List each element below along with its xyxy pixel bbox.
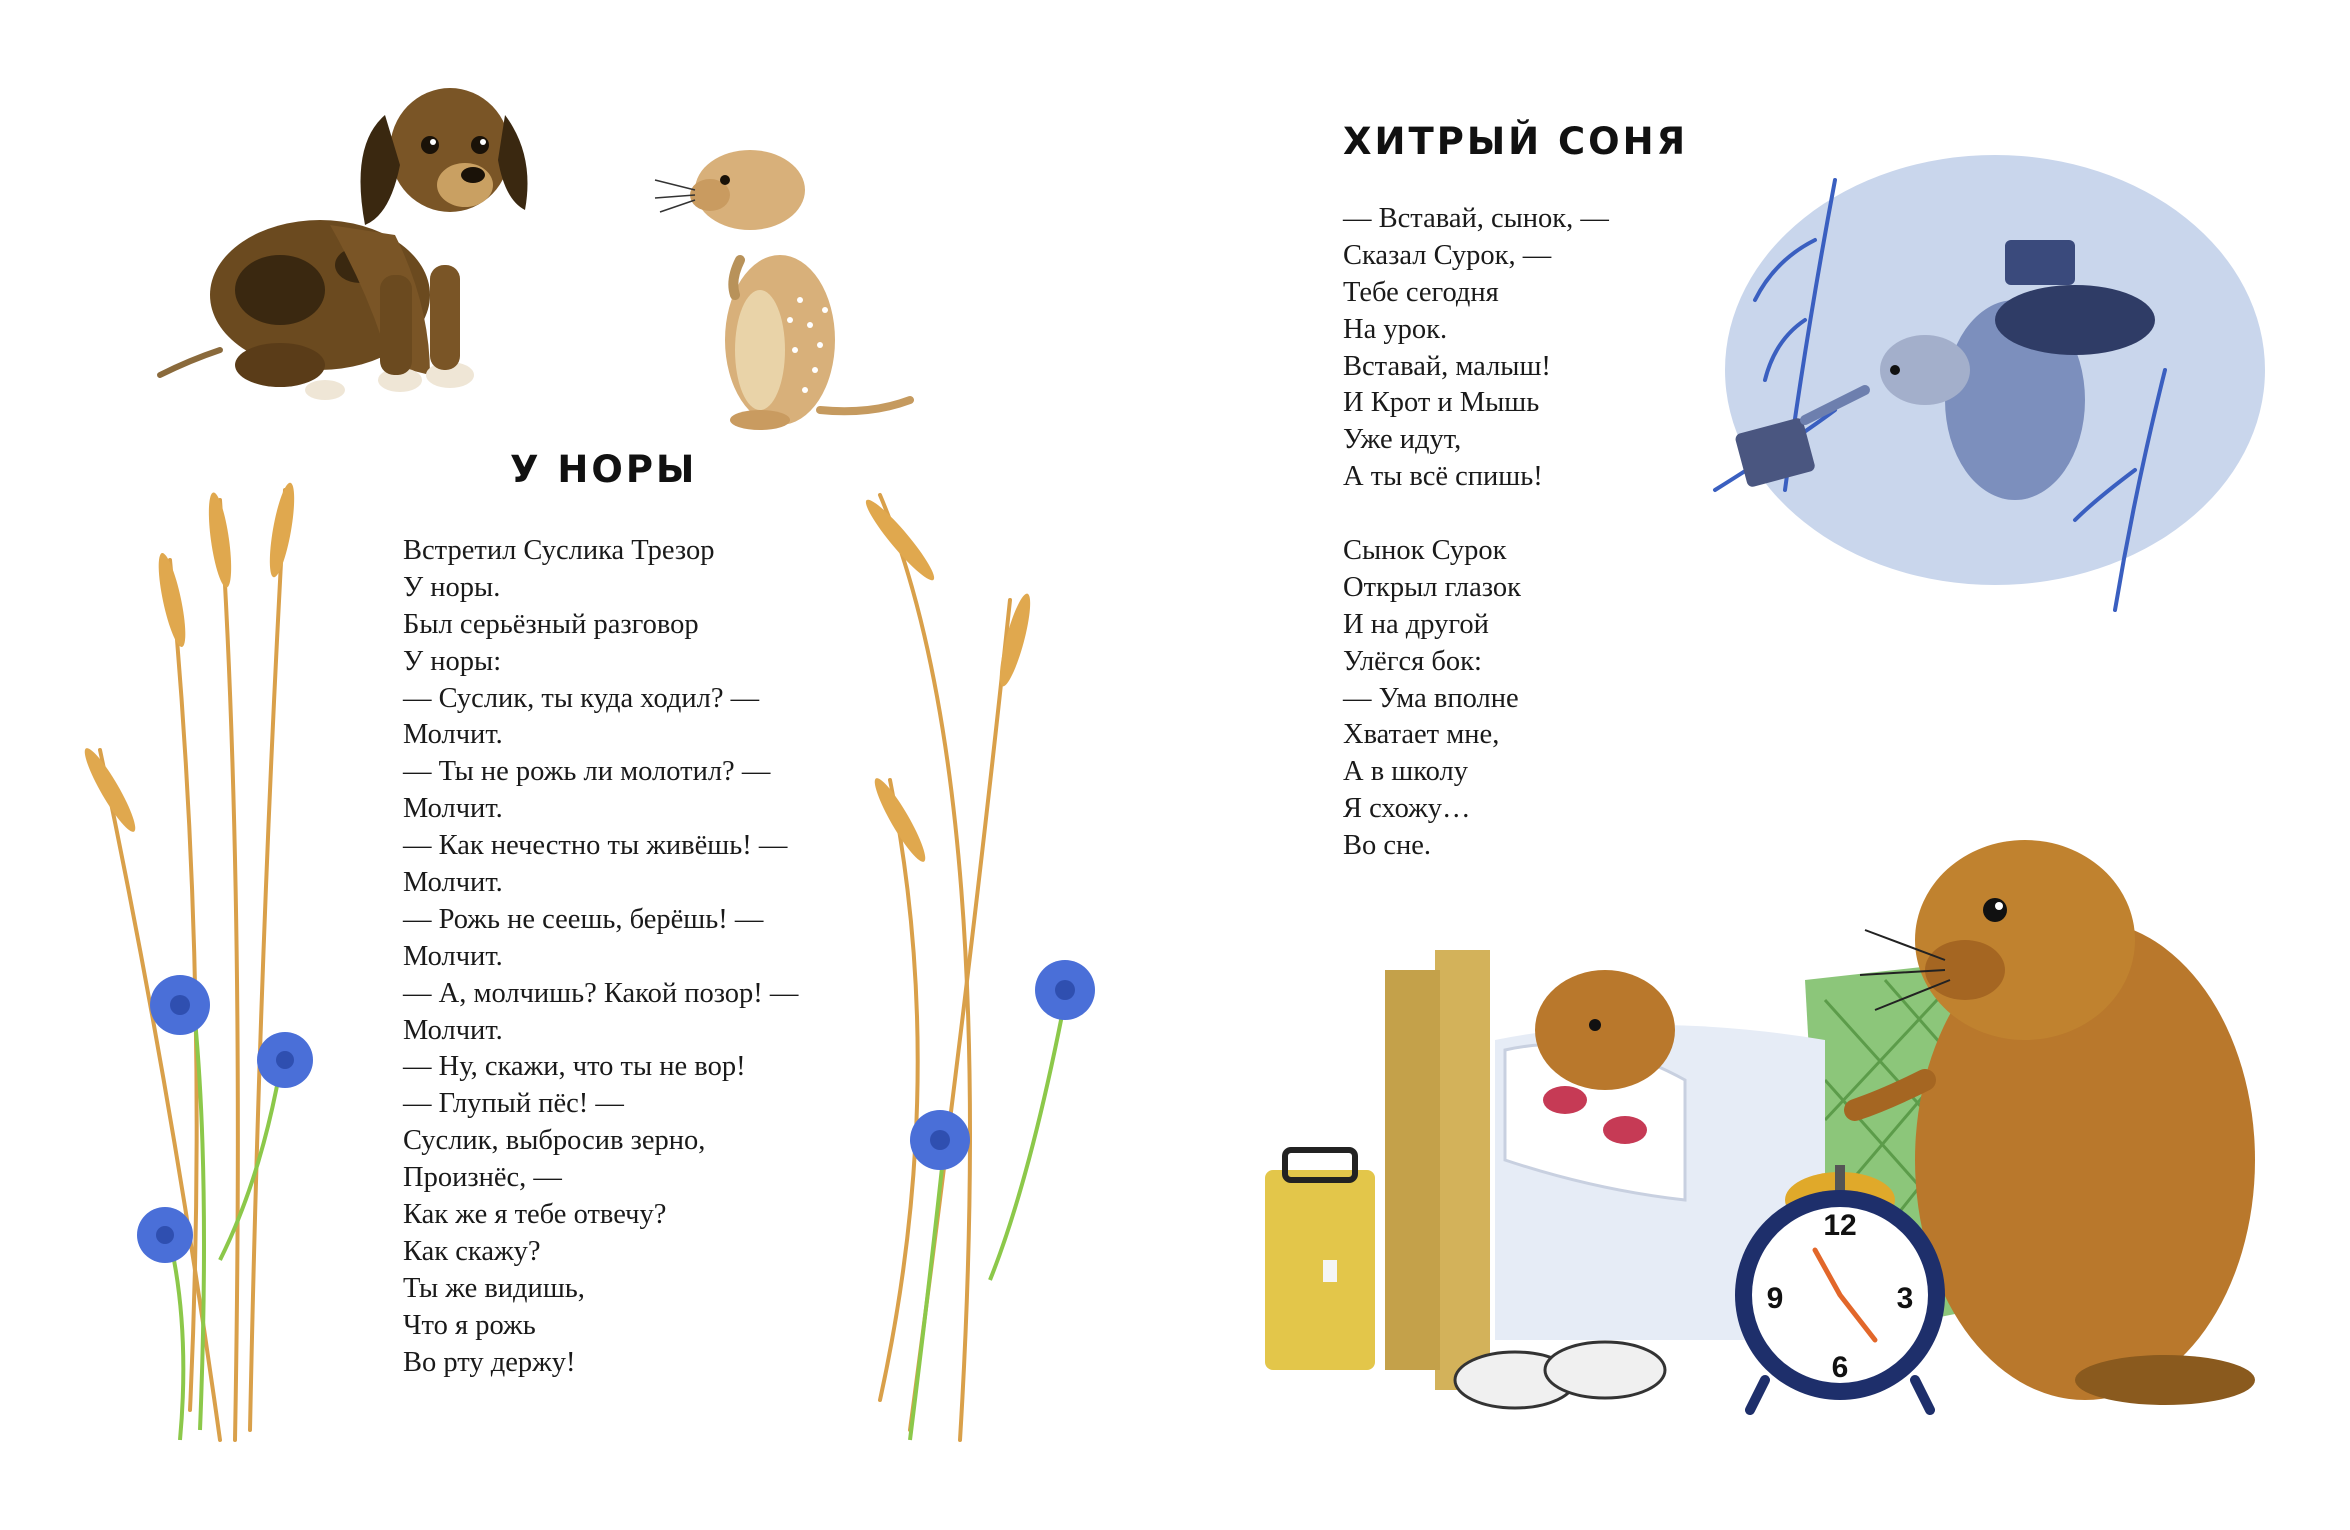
poem-line: Молчит. xyxy=(403,1014,503,1046)
poem-line: У норы. xyxy=(403,571,501,603)
mole-mouse-illustration xyxy=(1695,140,2255,640)
poem-line: Молчит. xyxy=(403,793,503,825)
poem-line: Как скажу? xyxy=(403,1235,541,1267)
poem-title: ХИТРЫЙ СОНЯ xyxy=(1343,120,1689,163)
poem-line: Что я рожь xyxy=(403,1309,536,1341)
dog-illustration xyxy=(130,75,530,425)
poem-line: Во рту держу! xyxy=(403,1346,576,1378)
poem-line: И Крот и Мышь xyxy=(1343,387,1540,419)
wheat-cornflower-left xyxy=(60,480,360,1450)
poem-line: Вставай, малыш! xyxy=(1343,350,1551,382)
poem-text xyxy=(403,533,798,1381)
stanza-break xyxy=(1343,496,1609,533)
clock-numeral-9: 9 xyxy=(1766,1282,1784,1315)
poem-line: И на другой xyxy=(1343,608,1489,640)
poem-line: Я схожу… xyxy=(1343,793,1471,825)
right-page xyxy=(1175,0,2350,1530)
poem-line: Хватает мне, xyxy=(1343,719,1500,751)
clock-numeral-12: 12 xyxy=(1823,1209,1857,1242)
poem-line: У норы: xyxy=(403,645,502,677)
poem-line: Открыл глазок xyxy=(1343,571,1521,603)
poem-line: Встретил Суслика Трезор xyxy=(403,535,715,566)
wheat-cornflower-right xyxy=(850,480,1120,1450)
poem-line: Уже идут, xyxy=(1343,424,1462,456)
clock-numeral-3: 3 xyxy=(1896,1282,1914,1315)
poem-line: Как же я тебе отвечу? xyxy=(403,1199,667,1231)
poem-line: Сказал Сурок, — xyxy=(1343,239,1552,271)
clock-numeral-6: 6 xyxy=(1831,1351,1849,1384)
poem-text xyxy=(1343,201,1609,865)
poem-line: Молчит. xyxy=(403,940,503,972)
poem-line: А ты всё спишь! xyxy=(1343,461,1543,493)
poem-line: Был серьёзный разговор xyxy=(403,608,699,640)
marmot-bedroom-illustration xyxy=(1265,780,2305,1440)
poem-line: — Суслик, ты куда ходил? — xyxy=(403,682,760,714)
poem-title: У НОРЫ xyxy=(510,448,698,491)
poem-line: На урок. xyxy=(1343,313,1448,345)
poem-line: — Рожь не сеешь, берёшь! — xyxy=(403,903,764,935)
poem-line: — Как нечестно ты живёшь! — xyxy=(403,830,788,862)
poem-line: Молчит. xyxy=(403,719,503,751)
poem-line: — Ума вполне xyxy=(1343,682,1519,714)
poem-line: Улёгся бок: xyxy=(1343,645,1482,677)
poem-line: Тебе сегодня xyxy=(1343,276,1499,308)
poem-line: А в школу xyxy=(1343,756,1468,788)
poem-line: Ты же видишь, xyxy=(403,1272,585,1304)
gopher-illustration xyxy=(640,120,920,440)
poem-line: Произнёс, — xyxy=(403,1162,562,1194)
poem-line: Во сне. xyxy=(1343,830,1432,862)
poem-line: Молчит. xyxy=(403,867,503,899)
poem-line: — Ты не рожь ли молотил? — xyxy=(403,756,771,788)
poem-line: — Вставай, сынок, — xyxy=(1343,203,1609,234)
poem-line: — Ну, скажи, что ты не вор! xyxy=(403,1051,746,1083)
poem-line: Сынок Сурок xyxy=(1343,535,1507,567)
poem-line: Суслик, выбросив зерно, xyxy=(403,1125,706,1157)
poem-line: — А, молчишь? Какой позор! — xyxy=(403,977,799,1009)
poem-line: — Глупый пёс! — xyxy=(403,1088,624,1120)
